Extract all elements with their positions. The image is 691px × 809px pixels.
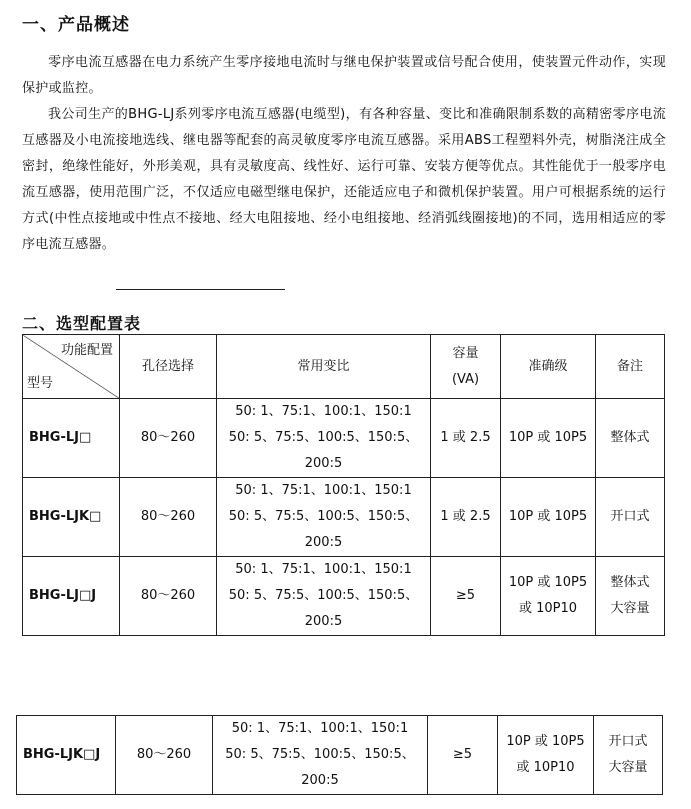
paragraph-1-text: 零序电流互感器在电力系统产生零序接地电流时与继电保护装置或信号配合使用，使装置元件动作，实现保护或监控。 <box>22 55 666 96</box>
ratio-line: 200:5 <box>304 535 343 550</box>
section-title-selection: 二、选型配置表 <box>22 314 142 333</box>
accuracy-cell <box>501 557 596 636</box>
table-row <box>23 557 665 636</box>
header-capacity <box>431 335 501 399</box>
section-title-overview: 一、产品概述 <box>22 15 130 35</box>
header-diagonal-cell <box>23 335 120 399</box>
ratio-line: 200:5 <box>301 773 339 788</box>
accuracy-cell: 10P 或 10P5 <box>501 399 596 478</box>
selection-table <box>22 334 665 636</box>
overview-paragraph-1 <box>22 50 666 102</box>
header-bore: 孔径选择 <box>120 335 217 399</box>
ratio-line: 50: 5、75:5、100:5、150:5、 <box>228 430 419 445</box>
bore-cell: 80～260 <box>120 557 217 636</box>
header-ratio: 常用变比 <box>217 335 431 399</box>
header-capacity-line2: (VA) <box>451 371 480 387</box>
ratio-line: 200:5 <box>304 456 343 471</box>
accuracy-line: 10P 或 10P5 <box>508 575 588 590</box>
ratio-line: 200:5 <box>304 614 343 629</box>
ratio-line: 50: 1、75:1、100:1、150:1 <box>235 483 412 498</box>
remark-cell <box>594 716 663 795</box>
model-cell: BHG-LJK□J <box>17 716 116 795</box>
capacity-cell: 1 或 2.5 <box>431 478 501 557</box>
remark-cell: 整体式 <box>596 399 665 478</box>
remark-line: 整体式 <box>610 575 650 590</box>
header-capacity-line1: 容量 <box>452 345 479 361</box>
ratio-line: 50: 5、75:5、100:5、150:5、 <box>225 747 415 762</box>
accuracy-cell: 10P 或 10P5 <box>501 478 596 557</box>
remark-cell: 开口式 <box>596 478 665 557</box>
overview-paragraph-2 <box>22 102 666 258</box>
model-cell: BHG-LJK□ <box>23 478 120 557</box>
ratio-cell <box>213 716 428 795</box>
model-cell: BHG-LJ□J <box>23 557 120 636</box>
bore-cell: 80～260 <box>116 716 213 795</box>
accuracy-line: 或 10P10 <box>516 760 575 775</box>
capacity-cell: ≥5 <box>428 716 498 795</box>
footnote-divider <box>116 289 285 290</box>
accuracy-line: 或 10P10 <box>518 601 578 616</box>
remark-cell <box>596 557 665 636</box>
remark-line: 开口式 <box>608 734 648 749</box>
header-function-config: 功能配置 <box>60 343 113 358</box>
ratio-line: 50: 5、75:5、100:5、150:5、 <box>228 509 419 524</box>
accuracy-line: 10P 或 10P5 <box>506 734 585 749</box>
remark-line: 大容量 <box>608 760 648 775</box>
table-row <box>23 399 665 478</box>
ratio-line: 50: 1、75:1、100:1、150:1 <box>235 404 412 419</box>
ratio-line: 50: 5、75:5、100:5、150:5、 <box>228 588 419 603</box>
table-row <box>17 716 663 795</box>
selection-table-continued <box>16 715 663 795</box>
ratio-cell <box>217 557 431 636</box>
bore-cell: 80～260 <box>120 399 217 478</box>
paragraph-2-text: 我公司生产的BHG-LJ系列零序电流互感器(电缆型)，有各种容量、变比和准确限制系数的高精密零序电流互感器及小电流接地选线、继电器等配套的高灵敏度零序电流互感器。采用ABS工程塑料外壳，树脂浇注成全密封，绝缘性能好，外形美观，具有灵敏度高、线性好、运行可靠、安装方便等优点。其性能优于一般零序电流互感器，使用范围广泛，不仅适应电磁型继电保护，还能适应电子和微机保护装置。用户可根据系统的运行方式(中性点接地或中性点不接地、经大电阻接地、经小电组接地、经消弧线圈接地)的不同，选用相适应的零序电流互感器。 <box>22 107 666 252</box>
table-row <box>23 478 665 557</box>
ratio-line: 50: 1、75:1、100:1、150:1 <box>235 562 412 577</box>
header-remark: 备注 <box>596 335 665 399</box>
header-accuracy: 准确级 <box>501 335 596 399</box>
ratio-cell <box>217 399 431 478</box>
ratio-line: 50: 1、75:1、100:1、150:1 <box>231 721 409 736</box>
remark-line: 大容量 <box>610 601 650 616</box>
capacity-cell: 1 或 2.5 <box>431 399 501 478</box>
bore-cell: 80～260 <box>120 478 217 557</box>
table-header-row <box>23 335 665 399</box>
accuracy-cell <box>498 716 594 795</box>
capacity-cell: ≥5 <box>431 557 501 636</box>
model-cell: BHG-LJ□ <box>23 399 120 478</box>
ratio-cell <box>217 478 431 557</box>
header-model: 型号 <box>27 376 54 391</box>
